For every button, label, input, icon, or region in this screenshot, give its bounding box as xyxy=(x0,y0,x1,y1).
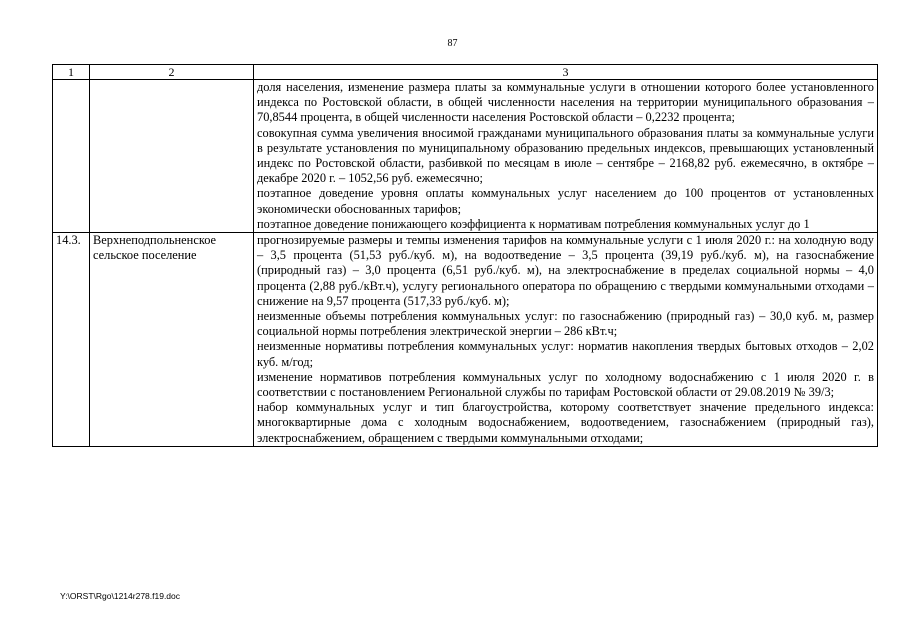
column-header-3: 3 xyxy=(254,65,878,80)
column-header-1: 1 xyxy=(53,65,90,80)
paragraph: прогнозируемые размеры и темпы изменения тарифов на коммунальные услуги с 1 июля 2020 г.: на холодную воду – 3,5 процента (51,53 руб./куб. м), на водоотведение – 3,5 процента (39,19 руб./куб. м), на газоснабжение (природный газ) – 3,0 процента (6,51 руб./куб. м), на электроснабжение в пределах социальной нормы – 4,0 процента (2,88 руб./кВт.ч), услугу регионального оператора по обращению с твердыми коммунальными отходами – снижение на 9,57 процента (517,33 руб./куб. м); xyxy=(257,233,874,308)
paragraph: неизменные нормативы потребления коммунальных услуг: норматив накопления твердых бытовых отходов – 2,02 куб. м/год; xyxy=(257,339,874,369)
paragraph: доля населения, изменение размера платы за коммунальные услуги в отношении которого более установленного индекса по Ростовской области, в общей численности населения на территории муниципального образования – 70,8544 процента, в общей численности населения Ростовской области – 0,2232 процента; xyxy=(257,80,874,125)
paragraph: поэтапное доведение понижающего коэффициента к нормативам потребления коммунальных услуг до 1 xyxy=(257,216,810,231)
paragraph: неизменные объемы потребления коммунальных услуг: по газоснабжению (природный газ) – 30,0 куб. м, размер социальной нормы потребления электрической энергии – 286 кВт.ч; xyxy=(257,309,874,339)
description-cell xyxy=(254,233,878,447)
row-number-cell xyxy=(53,80,90,233)
paragraph: совокупная сумма увеличения вносимой гражданами муниципального образования платы за коммунальные услуги в результате установления по муниципальному образованию предельных индексов, превышающих установленный индекс по Ростовской области, разбивкой по месяцам в июле – сентябре – 2168,82 руб. ежемесячно, в октябре – декабре 2020 г. – 1052,56 руб. ежемесячно; xyxy=(257,125,874,186)
paragraph: набор коммунальных услуг и тип благоустройства, которому соответствует значение предельного индекса: многоквартирные дома с холодным водоснабжением, водоотведением, газоснабжением (природный газ), электроснабжением, обращением с твердыми коммунальными отходами; xyxy=(257,400,874,445)
description-cell xyxy=(254,80,878,233)
settlement-name-cell: Верхнеподпольненское сельское поселение xyxy=(90,233,254,447)
table-row-14-3 xyxy=(53,233,878,447)
paragraph: поэтапное доведение уровня оплаты коммунальных услуг населением до 100 процентов от установленных экономически обоснованных тарифов; xyxy=(257,186,874,216)
row-number-cell: 14.3. xyxy=(53,233,90,447)
paragraph: изменение нормативов потребления коммунальных услуг по холодному водоснабжению с 1 июля 2020 г. в соответствии с постановлением Региональной службы по тарифам Ростовской области от 29.08.2019 № 39/3; xyxy=(257,369,874,400)
footer-file-path: Y:\ORST\Rgo\1214r278.f19.doc xyxy=(60,591,181,601)
page-number: 87 xyxy=(447,38,458,49)
table-header-row xyxy=(53,65,878,80)
settlement-name-cell xyxy=(90,80,254,233)
table-row-continued xyxy=(53,80,878,233)
document-table xyxy=(52,64,878,447)
column-header-2: 2 xyxy=(90,65,254,80)
